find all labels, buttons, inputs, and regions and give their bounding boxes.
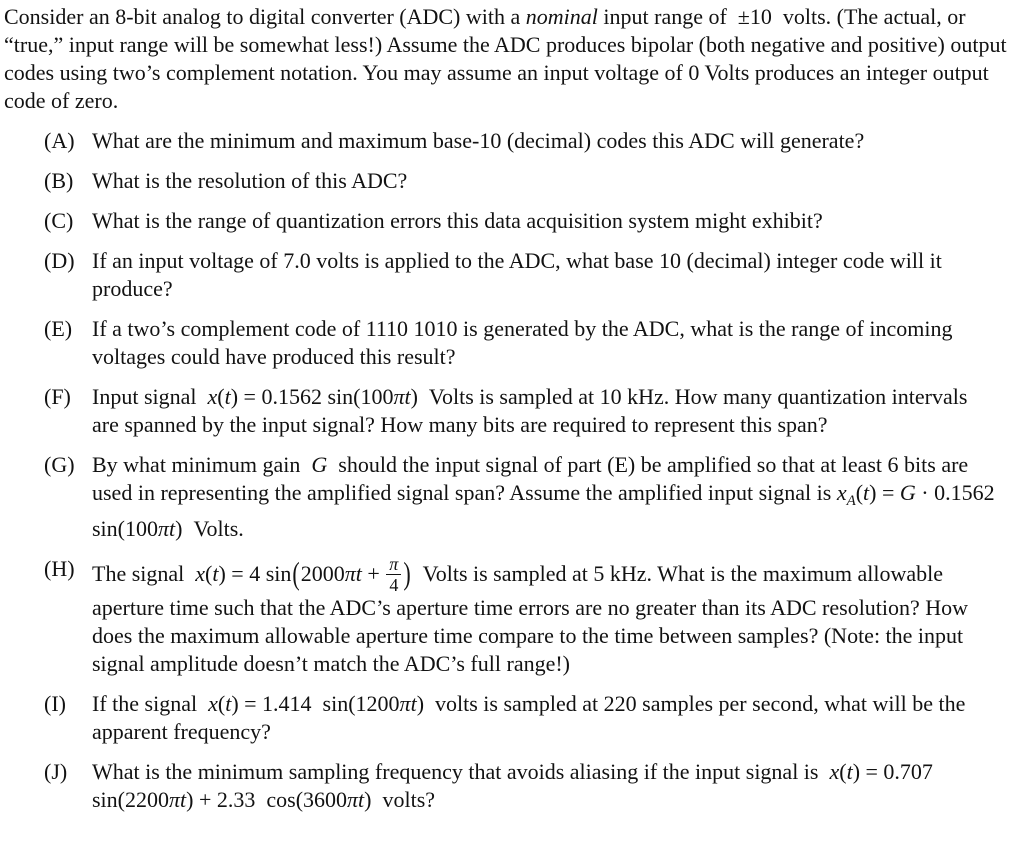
item-label: (F) (44, 384, 71, 409)
item-label: (B) (44, 168, 74, 193)
list-item (44, 247, 1008, 303)
item-label: (A) (44, 128, 75, 153)
item-text: The signal x(t) = 4 sin(2000πt + $\frac{\pi}{4}$ ) Volts is sampled at 5 kHz. What is the maximum allowable aperture time such that the ADC’s aperture time errors are no greater than its ADC resolution? How does the maximum allowable aperture time compare to the time between samples? (Note: the input signal amplitude doesn’t match the ADC’s full range!) (92, 553, 969, 676)
item-text: Input signal x(t) = 0.1562 sin(100πt) Volts is sampled at 10 kHz. How many quantization intervals are spanned by the input signal? How many bits are required to represent this span? (92, 384, 968, 437)
item-text: What is the range of quantization errors this data acquisition system might exhibit? (92, 208, 823, 233)
list-item (44, 167, 1008, 195)
item-label: (H) (44, 555, 75, 581)
item-text: By what minimum gain G should the input signal of part (E) be amplified so that at least 6 bits are used in representing the amplified signal span? Assume the amplified input signal is $x_A(t) = G \cdot 0.1562$ sin(100πt) Volts. (92, 452, 995, 541)
item-label: (J) (44, 758, 68, 784)
item-label: (E) (44, 316, 73, 341)
list-item (44, 127, 1008, 155)
list-item (44, 758, 1008, 814)
list-item (44, 451, 1008, 543)
item-text: If the signal x(t) = 1.414 sin(1200πt) volts is sampled at 220 samples per second, what will be the apparent frequency? (92, 690, 966, 744)
item-text: If a two’s complement code of 1110 1010 is generated by the ADC, what is the range of incoming voltages could have produced this result? (92, 316, 953, 369)
list-item (44, 383, 1008, 439)
item-label: (G) (44, 452, 75, 477)
item-label: (D) (44, 248, 75, 273)
item-text: If an input voltage of 7.0 volts is applied to the ADC, what base 10 (decimal) integer code will it produce? (92, 248, 942, 301)
list-item (44, 207, 1008, 235)
item-text: What is the minimum sampling frequency that avoids aliasing if the input signal is x(t) = 0.707 sin(2200πt) + 2.33 cos(3600πt) volts? (92, 758, 933, 812)
list-item (44, 315, 1008, 371)
list-item (44, 555, 1008, 678)
item-label: (C) (44, 208, 74, 233)
item-text: What are the minimum and maximum base-10 (decimal) codes this ADC will generate? (92, 128, 865, 153)
intro-paragraph: Consider an 8-bit analog to digital converter (ADC) with a nominal input range of ±10 volts. (The actual, or “true,” input range will be somewhat less!) Assume the ADC produces bipolar (both negative and positive) output codes using two’s complement notation. You may assume an input voltage of 0 Volts produces an integer output code of zero. (4, 4, 1007, 113)
item-label: (I) (44, 690, 66, 716)
item-text: What is the resolution of this ADC? (92, 168, 408, 193)
problem-list (4, 127, 1008, 814)
list-item (44, 690, 1008, 746)
